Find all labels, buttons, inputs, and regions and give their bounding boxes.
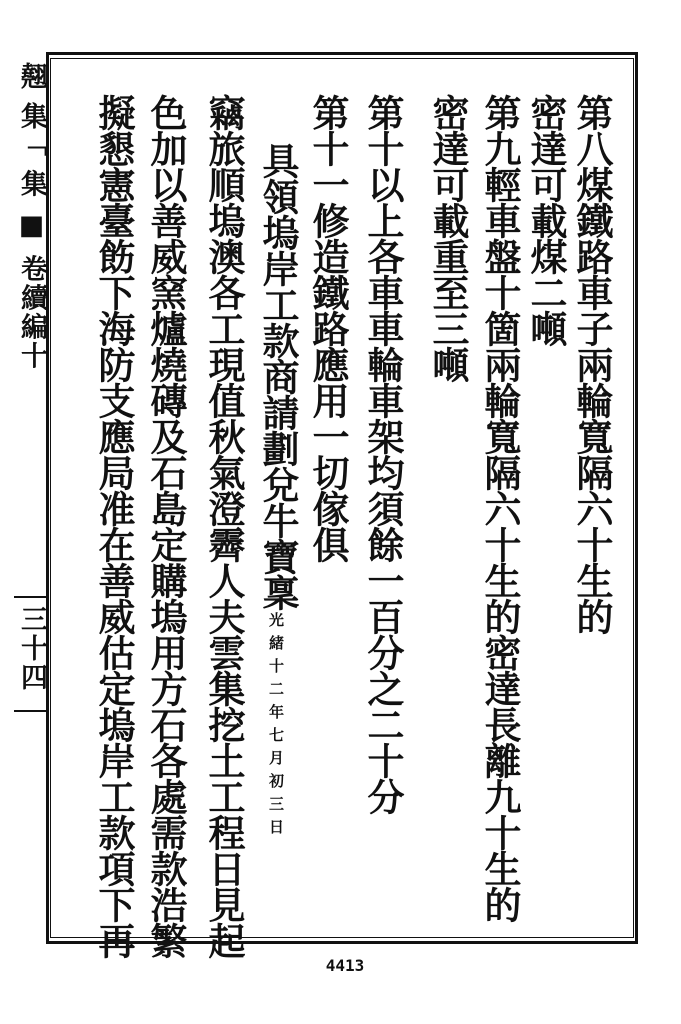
text-column-6: 第十一修造鐵路應用一切傢俱 <box>306 94 350 562</box>
margin-divider-top <box>14 596 46 598</box>
margin-divider-bottom <box>14 710 46 712</box>
memorial-title: 具領塢岸工款商請劃兌牛寶稟 <box>256 142 300 610</box>
text-column-1: 第八煤鐵路車子兩輪寬隔六十生的 <box>570 94 614 634</box>
margin-header: 翹 集 ｢ 集 ■ 卷續編十 <box>16 62 47 371</box>
text-column-3: 第九輕車盤十箇兩輪寬隔六十生的密達長離九十生的 <box>478 94 522 922</box>
margin-folio: 三十四 <box>16 605 47 692</box>
text-column-2: 密達可載煤二噸 <box>524 94 568 346</box>
text-column-4: 密達可載重至三噸 <box>426 94 470 382</box>
date-note: 光緒十二年七月初三日 <box>267 612 285 842</box>
text-column-5: 第十以上各車車輪車架均須餘一百分之二十分 <box>361 94 405 814</box>
text-column-10: 擬懇憲臺飭下海防支應局准在善威估定塢岸工款項下再 <box>92 94 136 958</box>
page-number: 4413 <box>325 956 365 975</box>
text-column-8: 竊旅順塢澳各工現值秋氣澄霽人夫雲集挖土工程日見起 <box>202 94 246 958</box>
text-column-9: 色加以善威窯爐燒磚及石島定購塢用方石各處需款浩繁 <box>144 94 188 958</box>
